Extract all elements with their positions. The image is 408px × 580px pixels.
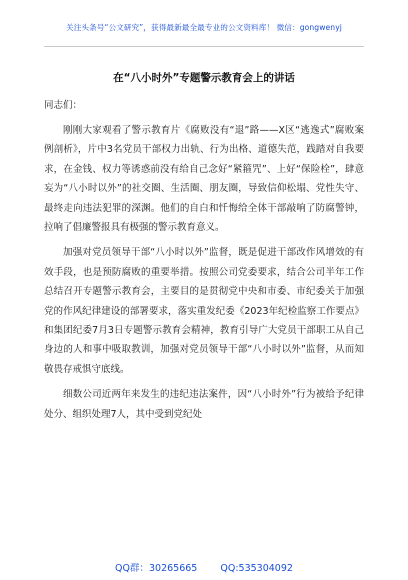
footer-contact [0, 560, 408, 574]
document-title: 在“八小时外”专题警示教育会上的讲话 [113, 72, 295, 84]
document-body [44, 96, 364, 424]
paragraph-1: 刚刚大家观看了警示教育片《腐败没有“退”路——X区“逃逸式”腐败案例剖析》，片中3名党员干部权力出轨、行为出格、道德失范，践踏对自我要求，在金钱、权力等诱惑前没有给自己念好“紧箍咒”、上好“保险栓”，肆意妄为“八小时以外”的社交圈、生活圈、朋友圈，导致信仰松塌、党性失守、最终走向违法犯罪的深渊。他们的自白和忏悔给全体干部敲响了防腐警钟，拉响了倡廉警报具有极强的警示教育意义。 [44, 125, 364, 234]
header-promo-note: 关注头条号“公文研究”，获得最新最全最专业的公文资料库！ 微信：gongwenyj [66, 23, 342, 32]
header-divider [44, 46, 364, 47]
paragraph-3: 细数公司近两年来发生的违纪违法案件，因“八小时外”行为被给予纪律处分、组织处理7人，其中受到党纪处 [44, 389, 364, 420]
footer-qq: QQ:535304092 [220, 563, 293, 574]
paragraph-2: 加强对党员领导干部“八小时以外”监督，既是促进干部改作风增效的有效手段，也是预防腐败的重要举措。按照公司党委要求，结合公司半年工作总结召开专题警示教育会，主要目的是贯彻党中央和市委、市纪委关于加强党的作风纪律建设的部署要求，落实重发纪委《2023年纪检监察工作要点》和集团纪委7月3日专题警示教育会精神，教育引导广大党员干部职工从自己身边的人和事中吸取教训，加强对党员领导干部“八小时以外”监督，从而知敬畏存戒惧守底线。 [44, 247, 364, 375]
footer-qq-group: QQ群：30265665 [115, 563, 198, 574]
salutation: 同志们： [44, 100, 83, 111]
